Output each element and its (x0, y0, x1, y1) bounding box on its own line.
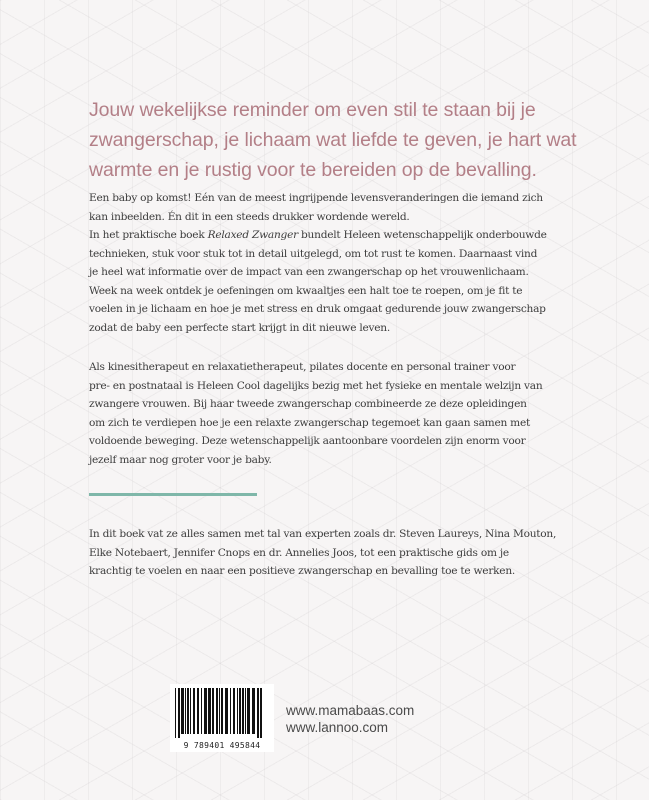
barcode-bar (187, 688, 189, 734)
websites (286, 702, 414, 736)
barcode-bar (181, 688, 184, 734)
text-segment: bundelt Heleen wetenschappelijk onderbouwde (297, 229, 547, 241)
paragraph-author (89, 358, 589, 469)
text-line: zodat de baby een perfecte start krijgt in dit nieuwe leven. (89, 321, 390, 334)
barcode-bar (247, 688, 250, 734)
barcode-bar (257, 688, 259, 738)
barcode-bar (201, 688, 202, 734)
barcode-bar (185, 688, 186, 734)
barcode-bars (174, 688, 270, 738)
barcode-bar (216, 688, 218, 734)
text-line: jezelf maar nog groter voor je baby. (89, 453, 272, 466)
website-link[interactable]: www.lannoo.com (286, 720, 389, 735)
text-line: kan inbeelden. Én dit in een steeds drukker wordende wereld. (89, 210, 410, 223)
divider-line (89, 493, 257, 496)
website-link[interactable]: www.mamabaas.com (286, 703, 415, 718)
barcode-bar (230, 688, 231, 734)
text-line (89, 226, 589, 245)
barcode-bar (204, 688, 207, 734)
paragraph-experts (89, 525, 589, 581)
text-line: technieken, stuk voor stuk tot in detail uitgelegd, om tot rust te komen. Daarnaast vind (89, 247, 538, 260)
barcode-bar (221, 688, 223, 734)
text-line: om zich te verdiepen hoe je een relaxte zwangerschap tegemoet kan gaan samen met (89, 416, 530, 429)
barcode-bar (175, 688, 176, 738)
barcode-bar (197, 688, 199, 734)
barcode-bar (225, 688, 228, 734)
barcode-bar (260, 688, 262, 738)
barcode-bar (219, 688, 220, 734)
barcode-bar (233, 688, 235, 734)
book-title: Relaxed Zwanger (207, 229, 298, 241)
barcode-bar (178, 688, 180, 738)
barcode-bar (212, 688, 214, 734)
paragraph-intro (89, 189, 589, 337)
text-line: Als kinesitherapeut en relaxatietherapeut, pilates docente en personal trainer voor (89, 361, 516, 373)
text-line: voldoende beweging. Deze wetenschappelijk aantoonbare voordelen zijn enorm voor (89, 435, 526, 447)
barcode (170, 684, 274, 752)
text-line: zwangere vrouwen. Bij haar tweede zwangerschap combineerde ze deze opleidingen (89, 398, 527, 410)
barcode-bar (237, 688, 238, 734)
barcode-bar (245, 688, 246, 734)
text-line: krachtig te voelen en naar een positieve zwangerschap en bevalling toe te werken. (89, 565, 516, 577)
barcode-bar (208, 688, 211, 734)
text-line: voelen in je lichaam en hoe je met stress en druk omgaat gedurende jouw zwangerschap (89, 303, 546, 315)
barcode-bar (239, 688, 241, 734)
text-segment: In het praktische boek (89, 229, 208, 241)
barcode-bar (242, 688, 244, 734)
text-line: Een baby op komst! Eén van de meest ingrijpende levensveranderingen die iemand zich (89, 192, 543, 204)
text-line: pre- en postnataal is Heleen Cool dagelijks bezig met het fysieke en mentale welzijn van (89, 379, 543, 392)
text-line: Elke Notebaert, Jennifer Cnops en dr. Annelies Joos, tot een praktische gids om je (89, 546, 509, 559)
barcode-bar (252, 688, 255, 734)
text-line: In dit boek vat ze alles samen met tal van experten zoals dr. Steven Laureys, Nina Mouton, (89, 528, 557, 540)
text-line: Week na week ontdek je oefeningen om kwaaltjes een halt toe te roepen, om je fit te (89, 284, 523, 297)
text-line: je heel wat informatie over de impact van een zwangerschap op het vrouwenlichaam. (89, 266, 529, 278)
tagline: Jouw wekelijkse reminder om even stil te staan bij je zwangerschap, je lichaam wat liefde te geven, je hart wat warmte en je rustig voor te bereiden op de bevalling. (89, 99, 577, 181)
barcode-bar (190, 688, 191, 734)
barcode-bar (193, 688, 195, 734)
isbn-number: 9 789401 495844 (183, 741, 261, 750)
